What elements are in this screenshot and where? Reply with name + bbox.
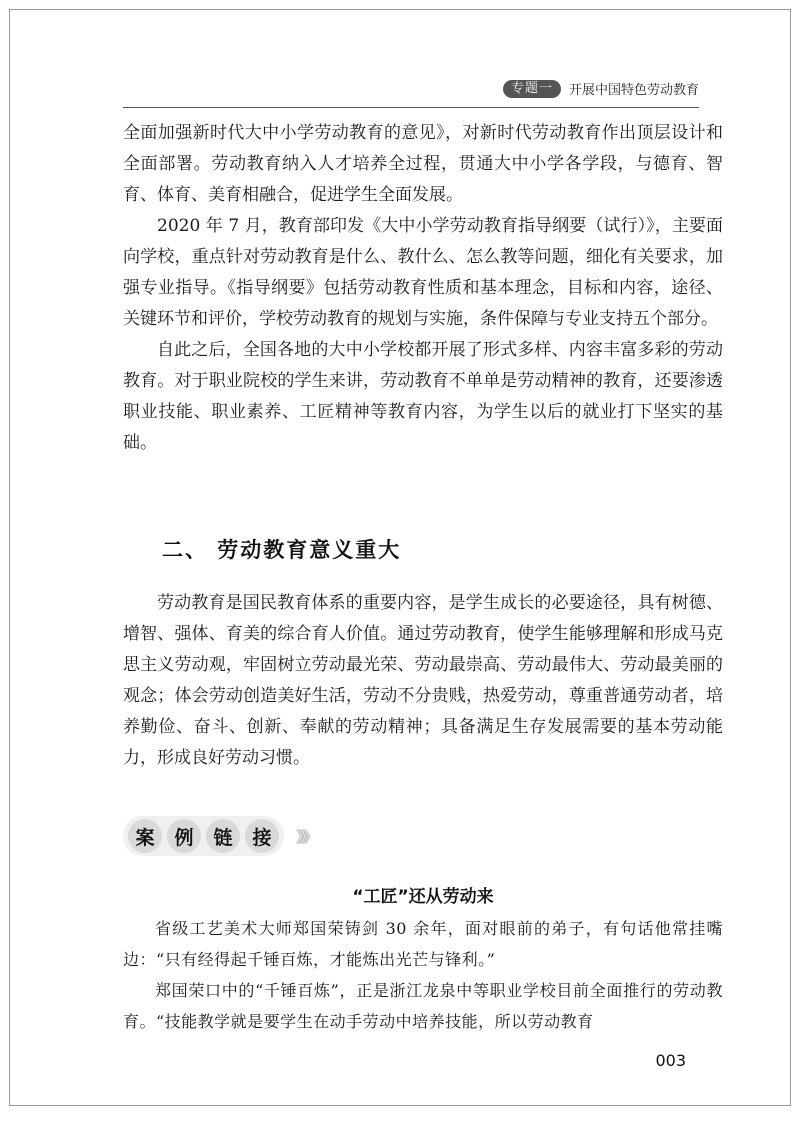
topic-badge: 专题一 [503,80,561,98]
book-page [9,9,791,1106]
case-text [123,913,723,1037]
chevrons-icon: 》》》 [296,827,315,846]
header-inner [503,79,699,98]
paragraph: 省级工艺美术大师郑国荣铸剑 30 余年，面对眼前的弟子，有句话他常挂嘴边：“只有经得起千锤百炼，才能炼出光芒与锋利。” [123,919,723,969]
paragraph: 2020 年 7 月，教育部印发《大中小学劳动教育指导纲要（试行）》，主要面向学校，重点针对劳动教育是什么、教什么、怎么教等问题，细化有关要求，加强专业指导。《指导纲要》包括劳动教育性质和基本理念，目标和内容，途径、关键环节和评价，学校劳动教育的规划与实施，条件保障与专业支持五个部分。 [123,216,723,329]
header-title: 开展中国特色劳动教育 [568,83,699,98]
page-number: 003 [655,1051,686,1070]
paragraph: 劳动教育是国民教育体系的重要内容，是学生成长的必要途径，具有树德、增智、强体、育美的综合育人价值。通过劳动教育，使学生能够理解和形成马克思主义劳动观，牢固树立劳动最光荣、劳动最崇高、劳动最伟大、劳动最美丽的观念；体会劳动创造美好生活，劳动不分贵贱，热爱劳动，尊重普通劳动者，培养勤俭、奋斗、创新、奉献的劳动精神；具备满足生存发展需要的基本劳动能力，形成良好劳动习惯。 [123,593,723,768]
paragraph: 自此之后，全国各地的大中小学校都开展了形式多样、内容丰富多彩的劳动教育。对于职业院校的学生来讲，劳动教育不单单是劳动精神的教育，还要渗透职业技能、职业素养、工匠精神等教育内容，为学生以后的就业打下坚实的基础。 [123,340,723,453]
section2-text [123,588,723,774]
case-label [123,816,284,856]
case-label-char: 接 [245,819,279,853]
paragraph: 郑国荣口中的“千锤百炼”，正是浙江龙泉中等职业学校目前全面推行的劳动教育。“技能教学就是要学生在动手劳动中培养技能，所以劳动教育 [123,981,723,1031]
case-link-banner [123,816,723,856]
case-label-char: 例 [167,819,201,853]
case-title: “工匠”还从劳动来 [352,887,494,907]
case-label-char: 链 [206,819,240,853]
section1-text [123,118,723,459]
case-label-char: 案 [128,819,162,853]
paragraph: 全面加强新时代大中小学劳动教育的意见》，对新时代劳动教育作出顶层设计和全面部署。劳动教育纳入人才培养全过程，贯通大中小学各学段，与德育、智育、体育、美育相融合，促进学生全面发展。 [123,123,723,205]
running-header [123,77,699,108]
section-heading: 二、 劳动教育意义重大 [162,538,402,562]
